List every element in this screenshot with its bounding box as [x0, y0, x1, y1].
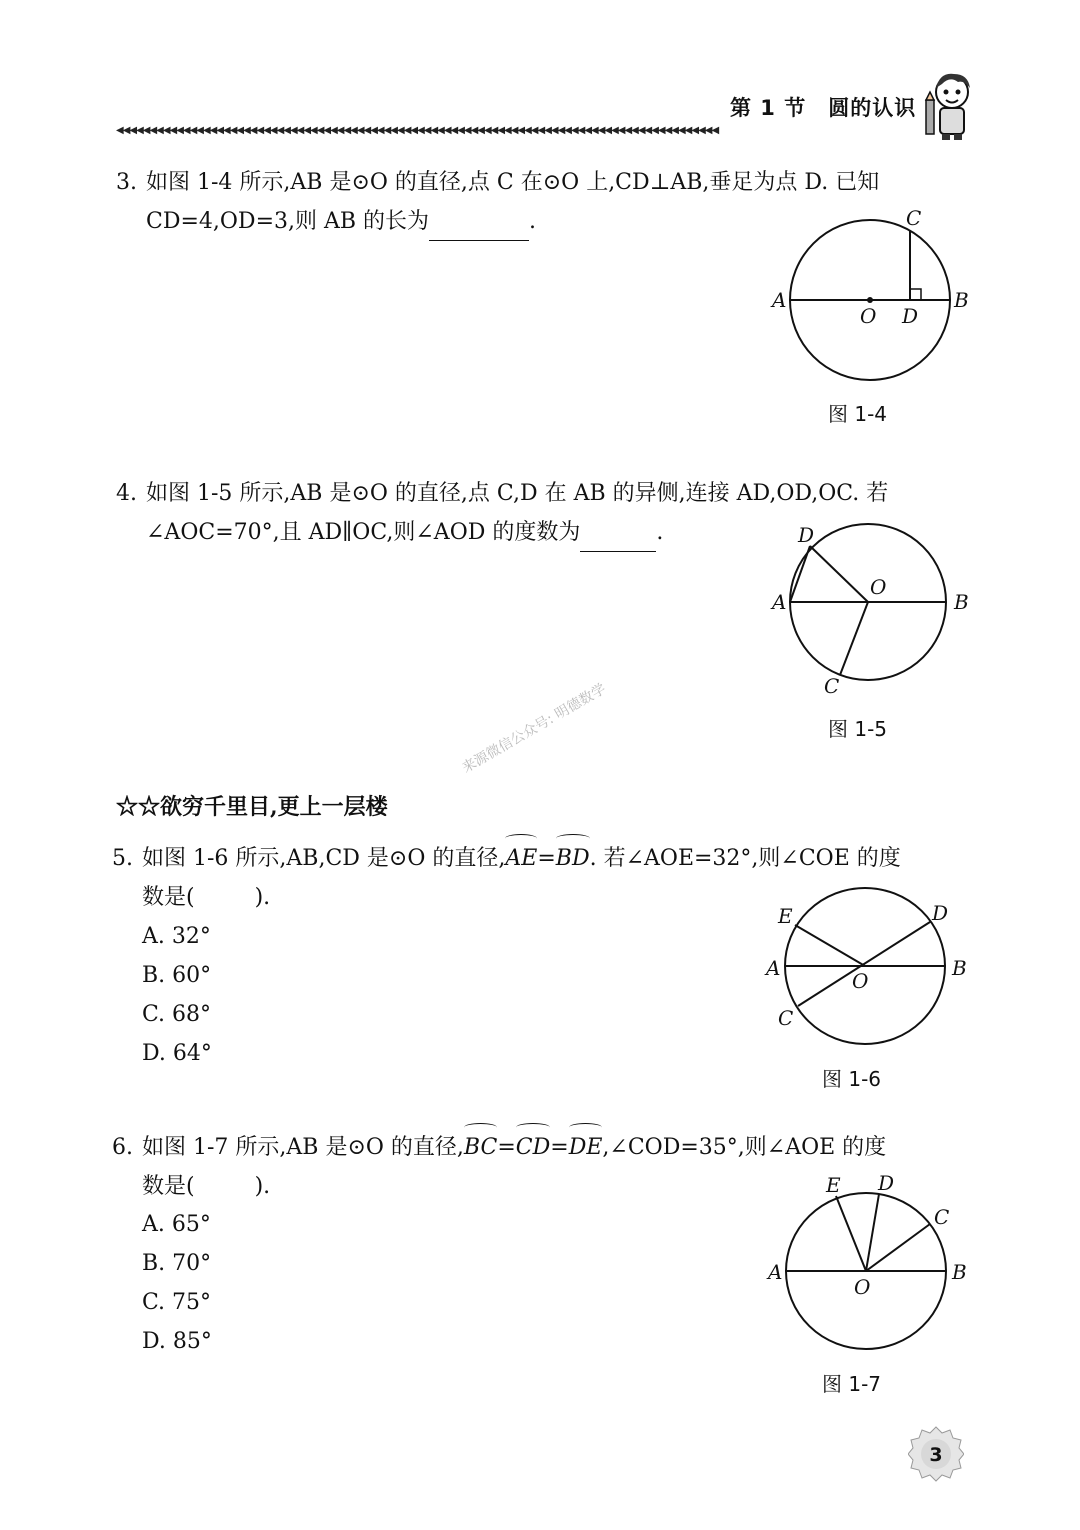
paren-close: ). — [254, 1174, 271, 1199]
question-text-line2: CD=4,OD=3,则 AB 的长为 — [146, 209, 430, 234]
label-b: B — [954, 590, 969, 614]
right-angle-mark — [910, 289, 921, 300]
label-c: C — [824, 674, 840, 698]
label-a: A — [766, 956, 781, 980]
page-number: 3 — [929, 1444, 943, 1466]
label-e: E — [826, 1173, 841, 1197]
label-o: O — [852, 969, 869, 993]
segment-od — [810, 546, 868, 602]
arc-ae: AE — [505, 839, 537, 878]
segment-ad — [790, 546, 810, 602]
option-a[interactable]: A. 65° — [142, 1212, 211, 1237]
question-text-b: . 若∠AOE=32°,则∠COE 的度 — [589, 846, 901, 871]
answer-blank[interactable] — [429, 216, 529, 241]
segment-oe — [795, 925, 865, 966]
question-number: 4. — [116, 481, 137, 506]
label-d: D — [902, 304, 919, 328]
option-c[interactable]: C. 75° — [142, 1290, 212, 1315]
label-b: B — [954, 288, 969, 312]
star-icon: ☆☆ — [116, 794, 161, 820]
option-a[interactable]: A. 32° — [142, 924, 211, 949]
mascot-icon — [920, 70, 980, 142]
question-text-line2: 数是( — [142, 1174, 195, 1199]
arc-cd: CD — [516, 1128, 550, 1167]
question-text-line2: 数是( — [142, 885, 195, 910]
option-b[interactable]: B. 60° — [142, 963, 212, 988]
option-d[interactable]: D. 85° — [142, 1329, 212, 1354]
label-a: A — [772, 590, 787, 614]
header-arrow-rule: ◀◀◀◀◀◀◀◀◀◀◀◀◀◀◀◀◀◀◀◀◀◀◀◀◀◀◀◀◀◀◀◀◀◀◀◀◀◀◀◀◀◀◀◀◀◀◀◀◀◀◀◀◀◀◀◀◀◀◀◀◀◀◀◀◀◀◀◀◀◀◀◀◀◀◀◀◀◀◀◀◀◀◀◀◀◀◀◀◀◀ — [116, 125, 719, 136]
caption-1-6: 图 1-6 — [822, 1067, 882, 1091]
caption-1-4: 图 1-4 — [828, 402, 888, 426]
label-o: O — [870, 575, 887, 599]
segment-oc — [866, 1224, 930, 1271]
arc-bc: BC — [464, 1128, 497, 1167]
period: . — [529, 209, 537, 234]
label-o: O — [854, 1275, 871, 1299]
section-heading-text: 欲穷千里目,更上一层楼 — [160, 794, 388, 820]
page-number-badge — [908, 1426, 964, 1482]
answer-blank[interactable] — [580, 527, 656, 552]
arc-de: DE — [569, 1128, 603, 1167]
diameter-cd — [798, 922, 930, 1006]
equals-sign: = — [537, 846, 556, 871]
equals-sign: = — [497, 1135, 516, 1160]
option-c[interactable]: C. 68° — [142, 1002, 212, 1027]
figure-1-5 — [770, 522, 970, 702]
label-e: E — [778, 904, 793, 928]
option-b[interactable]: B. 70° — [142, 1251, 212, 1276]
center-dot — [867, 297, 873, 303]
section-heading — [116, 790, 388, 821]
question-text-line2: ∠AOC=70°,且 AD∥OC,则∠AOD 的度数为 — [146, 520, 581, 545]
label-d: D — [798, 523, 815, 547]
segment-oe — [836, 1196, 866, 1271]
label-a: A — [768, 1260, 783, 1284]
label-c: C — [778, 1006, 794, 1030]
question-text-a: 如图 1-7 所示,AB 是⊙O 的直径, — [142, 1135, 464, 1160]
question-number: 3. — [116, 170, 137, 195]
figure-1-7 — [762, 1168, 972, 1338]
figure-1-4 — [770, 205, 970, 395]
question-number: 5. — [112, 846, 133, 871]
segment-oc — [840, 602, 868, 675]
figure-1-6 — [762, 888, 972, 1048]
question-text-line1: 如图 1-5 所示,AB 是⊙O 的直径,点 C,D 在 AB 的异侧,连接 AD,OD,OC. 若 — [146, 481, 889, 506]
label-a: A — [772, 288, 787, 312]
segment-od — [866, 1194, 879, 1271]
label-b: B — [952, 956, 967, 980]
caption-1-5: 图 1-5 — [828, 717, 888, 741]
watermark: 来源微信公众号: 明德数学 — [459, 681, 609, 777]
label-c: C — [934, 1205, 950, 1229]
label-c: C — [906, 206, 922, 230]
period: . — [656, 520, 664, 545]
label-d: D — [932, 901, 949, 925]
section-title: 第 1 节 圆的认识 — [730, 96, 917, 120]
label-b: B — [952, 1260, 967, 1284]
caption-1-7: 图 1-7 — [822, 1372, 882, 1396]
label-o: O — [860, 304, 877, 328]
equals-sign: = — [550, 1135, 569, 1160]
question-number: 6. — [112, 1135, 133, 1160]
option-d[interactable]: D. 64° — [142, 1041, 212, 1066]
paren-close: ). — [254, 885, 271, 910]
question-text-b: ,∠COD=35°,则∠AOE 的度 — [602, 1135, 887, 1160]
label-d: D — [878, 1171, 895, 1195]
question-text-a: 如图 1-6 所示,AB,CD 是⊙O 的直径, — [142, 846, 506, 871]
arc-bd: BD — [556, 839, 590, 878]
question-text-line1: 如图 1-4 所示,AB 是⊙O 的直径,点 C 在⊙O 上,CD⊥AB,垂足为点 D. 已知 — [146, 170, 880, 195]
